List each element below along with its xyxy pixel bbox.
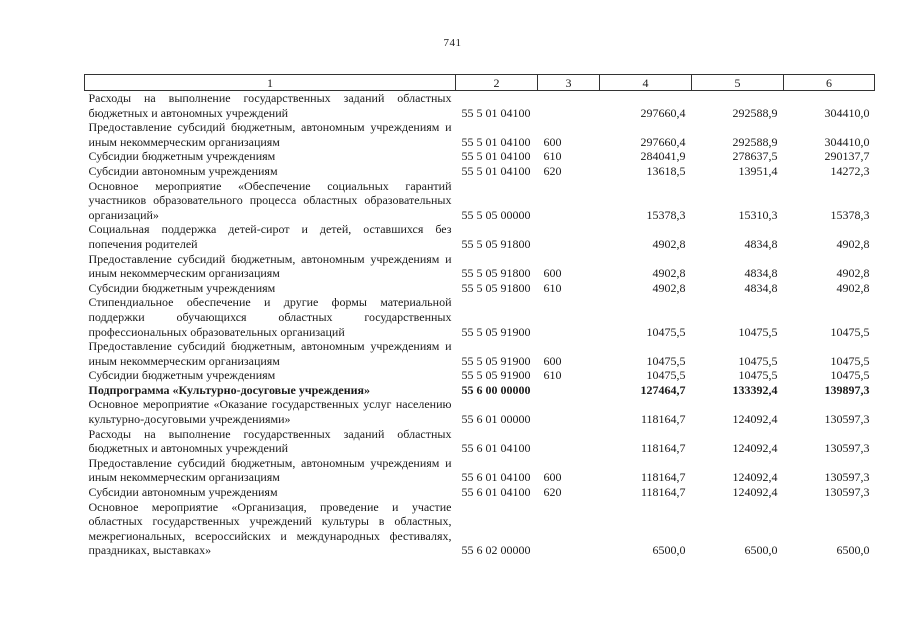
row-amount-year-1: 284041,9 [640, 149, 686, 164]
row-amount-year-1: 4902,8 [652, 280, 686, 295]
row-amount-year-2: 15310,3 [738, 207, 778, 222]
row-amount-year-3: 130597,3 [824, 412, 870, 427]
row-expense-type: 600 [543, 134, 562, 149]
row-amount-year-2: 292588,9 [732, 105, 778, 120]
header-col-3: 3 [538, 75, 600, 91]
row-amount-year-1: 10475,5 [646, 324, 686, 339]
row-expense-type [538, 222, 600, 251]
row-amount-year-2: 278637,5 [732, 149, 778, 164]
table-row [85, 500, 875, 558]
header-col-1: 1 [85, 75, 456, 91]
table-row [85, 485, 875, 500]
row-description: Расходы на выполнение государственных заданий областных бюджетных и автономных учреждений [88, 426, 452, 456]
row-amount-year-3: 6500,0 [836, 543, 870, 558]
table-row [85, 149, 875, 164]
row-amount-year-1: 10475,5 [646, 353, 686, 368]
row-expense-type: 620 [543, 163, 562, 178]
row-target-code: 55 5 05 91900 [461, 324, 531, 339]
row-amount-year-2: 124092,4 [732, 412, 778, 427]
row-amount-year-2: 4834,8 [744, 280, 778, 295]
row-amount-year-1: 118164,7 [640, 470, 686, 485]
row-amount-year-3: 10475,5 [830, 368, 870, 383]
table-row [85, 91, 875, 121]
row-expense-type: 610 [543, 368, 562, 383]
table-row [85, 281, 875, 296]
budget-table [84, 74, 875, 558]
table-row [85, 179, 875, 223]
row-amount-year-1: 6500,0 [652, 543, 686, 558]
row-description: Основное мероприятие «Обеспечение социальных гарантий участников образовательного процесса областных образовательных организаций» [88, 178, 452, 222]
header-col-5: 5 [692, 75, 784, 91]
row-amount-year-2: 10475,5 [738, 353, 778, 368]
row-target-code: 55 6 01 04100 [461, 485, 531, 500]
row-amount-year-3: 130597,3 [824, 470, 870, 485]
row-amount-year-1: 13618,5 [646, 163, 686, 178]
table-row [85, 222, 875, 251]
row-amount-year-1: 297660,4 [640, 105, 686, 120]
table-header-row [85, 75, 875, 91]
row-amount-year-2: 133392,4 [732, 382, 778, 397]
row-target-code: 55 5 05 91900 [461, 353, 531, 368]
header-col-4: 4 [600, 75, 692, 91]
row-expense-type [538, 179, 600, 223]
row-amount-year-1: 4902,8 [652, 266, 686, 281]
table-row [85, 368, 875, 383]
table-row [85, 295, 875, 339]
row-target-code: 55 5 01 04100 [461, 163, 531, 178]
row-expense-type: 610 [543, 149, 562, 164]
row-target-code: 55 6 01 04100 [461, 441, 531, 456]
row-description: Субсидии бюджетным учреждениям [88, 149, 276, 164]
row-amount-year-1: 10475,5 [646, 368, 686, 383]
row-amount-year-2: 10475,5 [738, 368, 778, 383]
row-description: Предоставление субсидий бюджетным, автономным учреждениям и иным некоммерческим организациям [88, 120, 452, 149]
row-amount-year-3: 4902,8 [836, 236, 870, 251]
table-row [85, 397, 875, 426]
row-amount-year-2: 4834,8 [744, 266, 778, 281]
row-amount-year-3: 10475,5 [830, 324, 870, 339]
row-description: Стипендиальное обеспечение и другие формы материальной поддержки обучающихся областных государственных профессиональных образовательных организаций [88, 295, 452, 339]
row-amount-year-1: 297660,4 [640, 134, 686, 149]
table-row [85, 427, 875, 456]
row-description: Социальная поддержка детей-сирот и детей, оставшихся без попечения родителей [88, 222, 452, 251]
row-amount-year-2: 124092,4 [732, 485, 778, 500]
row-target-code: 55 5 05 00000 [461, 207, 531, 222]
row-amount-year-3: 139897,3 [824, 382, 870, 397]
row-amount-year-2: 6500,0 [744, 543, 778, 558]
row-description: Основное мероприятие «Оказание государственных услуг населению культурно-досуговыми учреждениями» [88, 397, 452, 427]
row-expense-type [538, 383, 600, 398]
row-target-code: 55 5 05 91800 [461, 266, 531, 281]
header-col-6: 6 [784, 75, 875, 91]
row-expense-type [538, 397, 600, 426]
table-row [85, 252, 875, 281]
row-amount-year-3: 130597,3 [824, 441, 870, 456]
row-target-code: 55 5 01 04100 [461, 105, 531, 120]
row-description: Расходы на выполнение государственных заданий областных бюджетных и автономных учреждений [88, 91, 452, 120]
row-description: Субсидии автономным учреждениям [88, 485, 278, 500]
row-amount-year-2: 124092,4 [732, 470, 778, 485]
row-amount-year-2: 124092,4 [732, 441, 778, 456]
row-amount-year-1: 127464,7 [640, 382, 686, 397]
row-amount-year-3: 290137,7 [824, 149, 870, 164]
row-description: Предоставление субсидий бюджетным, автономным учреждениям и иным некоммерческим организациям [88, 339, 452, 368]
row-expense-type: 620 [543, 485, 562, 500]
row-description: Субсидии бюджетным учреждениям [88, 368, 276, 383]
table-row [85, 339, 875, 368]
row-target-code: 55 6 01 04100 [461, 470, 531, 485]
row-target-code: 55 6 02 00000 [461, 543, 531, 558]
row-amount-year-3: 304410,0 [824, 105, 870, 120]
row-amount-year-3: 4902,8 [836, 266, 870, 281]
row-amount-year-3: 10475,5 [830, 353, 870, 368]
row-expense-type: 610 [543, 280, 562, 295]
row-target-code: 55 5 05 91800 [461, 280, 531, 295]
row-description: Предоставление субсидий бюджетным, автономным учреждениям и иным некоммерческим организациям [88, 251, 452, 281]
row-description: Основное мероприятие «Организация, проведение и участие областных государственных учреждений культуры в областных, межрегиональных, всероссийских и международных фестивалях, праздниках, выставках» [88, 499, 452, 558]
table-row [85, 456, 875, 485]
row-expense-type: 600 [543, 470, 562, 485]
row-description: Подпрограмма «Культурно-досуговые учреждения» [88, 382, 371, 397]
header-col-2: 2 [456, 75, 538, 91]
row-amount-year-2: 10475,5 [738, 324, 778, 339]
table-body [85, 91, 875, 559]
row-amount-year-1: 118164,7 [640, 441, 686, 456]
row-expense-type [538, 295, 600, 339]
row-description: Субсидии бюджетным учреждениям [88, 280, 276, 295]
row-target-code: 55 5 01 04100 [461, 134, 531, 149]
row-amount-year-1: 118164,7 [640, 485, 686, 500]
row-amount-year-3: 14272,3 [830, 163, 870, 178]
row-amount-year-1: 4902,8 [652, 236, 686, 251]
row-description: Субсидии автономным учреждениям [88, 163, 278, 178]
row-amount-year-2: 13951,4 [738, 163, 778, 178]
row-target-code: 55 6 00 00000 [461, 382, 531, 397]
table-row [85, 120, 875, 149]
page-number: 741 [443, 37, 462, 49]
row-amount-year-1: 118164,7 [640, 412, 686, 427]
row-amount-year-1: 15378,3 [646, 207, 686, 222]
table-row [85, 164, 875, 179]
row-amount-year-3: 4902,8 [836, 280, 870, 295]
row-expense-type: 600 [543, 353, 562, 368]
row-target-code: 55 6 01 00000 [461, 412, 531, 427]
row-expense-type [538, 500, 600, 558]
row-amount-year-2: 292588,9 [732, 134, 778, 149]
row-expense-type: 600 [543, 266, 562, 281]
row-expense-type [538, 427, 600, 456]
row-target-code: 55 5 05 91900 [461, 368, 531, 383]
row-amount-year-3: 304410,0 [824, 134, 870, 149]
row-description: Предоставление субсидий бюджетным, автономным учреждениям и иным некоммерческим организациям [88, 455, 452, 485]
row-amount-year-3: 130597,3 [824, 485, 870, 500]
row-amount-year-2: 4834,8 [744, 236, 778, 251]
table-row [85, 383, 875, 398]
row-target-code: 55 5 05 91800 [461, 236, 531, 251]
row-expense-type [538, 91, 600, 121]
row-target-code: 55 5 01 04100 [461, 149, 531, 164]
row-amount-year-3: 15378,3 [830, 207, 870, 222]
